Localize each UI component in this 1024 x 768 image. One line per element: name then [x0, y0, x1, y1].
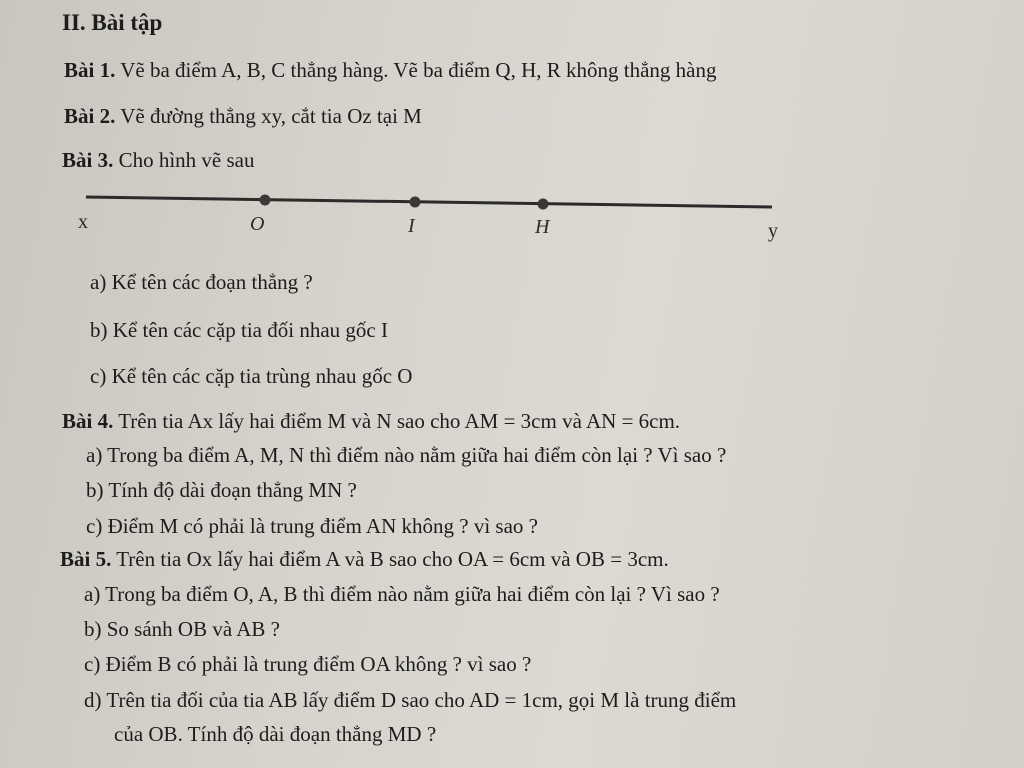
label-i: I [408, 215, 415, 237]
label-o: O [250, 213, 265, 235]
exercise-4-c: c) Điểm M có phải là trung điểm AN không ? vì sao ? [86, 514, 538, 538]
exercise-4-label: Bài 4. [62, 409, 114, 433]
point-o [260, 195, 271, 206]
exercise-2-label: Bài 2. [64, 104, 116, 128]
exercise-4-a: a) Trong ba điểm A, M, N thì điểm nào nằm giữa hai điểm còn lại ? Vì sao ? [86, 443, 727, 467]
exercise-5-d-line1: d) Trên tia đối của tia AB lấy điểm D sao cho AD = 1cm, gọi M là trung điểm [84, 688, 737, 712]
exercise-3-a: a) Kể tên các đoạn thẳng ? [90, 270, 313, 294]
label-x: x [78, 211, 88, 233]
exercise-5-c: c) Điểm B có phải là trung điểm OA không ? vì sao ? [84, 652, 532, 676]
exercise-3-b: b) Kể tên các cặp tia đối nhau gốc I [90, 318, 388, 342]
exercise-3-label: Bài 3. [62, 148, 114, 172]
point-i [410, 197, 421, 208]
label-y: y [768, 220, 778, 242]
line-figure [0, 180, 1024, 250]
exercise-4 [62, 409, 680, 433]
exercise-5 [60, 547, 669, 571]
exercise-5-a: a) Trong ba điểm O, A, B thì điểm nào nằm giữa hai điểm còn lại ? Vì sao ? [84, 582, 720, 606]
exercise-3-c: c) Kể tên các cặp tia trùng nhau gốc O [90, 364, 413, 388]
point-h [538, 199, 549, 210]
exercise-1 [64, 58, 717, 82]
exercise-4-text: Trên tia Ax lấy hai điểm M và N sao cho AM = 3cm và AN = 6cm. [118, 409, 681, 433]
exercise-3-text: Cho hình vẽ sau [118, 148, 255, 172]
exercise-2 [64, 104, 422, 128]
exercise-1-label: Bài 1. [64, 58, 116, 82]
exercise-2-text: Vẽ đường thẳng xy, cắt tia Oz tại M [120, 104, 422, 128]
exercise-5-text: Trên tia Ox lấy hai điểm A và B sao cho OA = 6cm và OB = 3cm. [116, 547, 669, 571]
exercise-5-label: Bài 5. [60, 547, 112, 571]
exercise-4-b: b) Tính độ dài đoạn thẳng MN ? [86, 478, 357, 502]
label-h: H [535, 216, 550, 238]
section-heading: II. Bài tập [62, 10, 163, 35]
exercise-5-d-line2: của OB. Tính độ dài đoạn thẳng MD ? [114, 722, 437, 746]
exercise-1-text: Vẽ ba điểm A, B, C thẳng hàng. Vẽ ba điểm Q, H, R không thẳng hàng [120, 58, 717, 82]
exercise-5-b: b) So sánh OB và AB ? [84, 617, 280, 641]
exercise-3 [62, 148, 255, 172]
line-xy [86, 197, 772, 207]
